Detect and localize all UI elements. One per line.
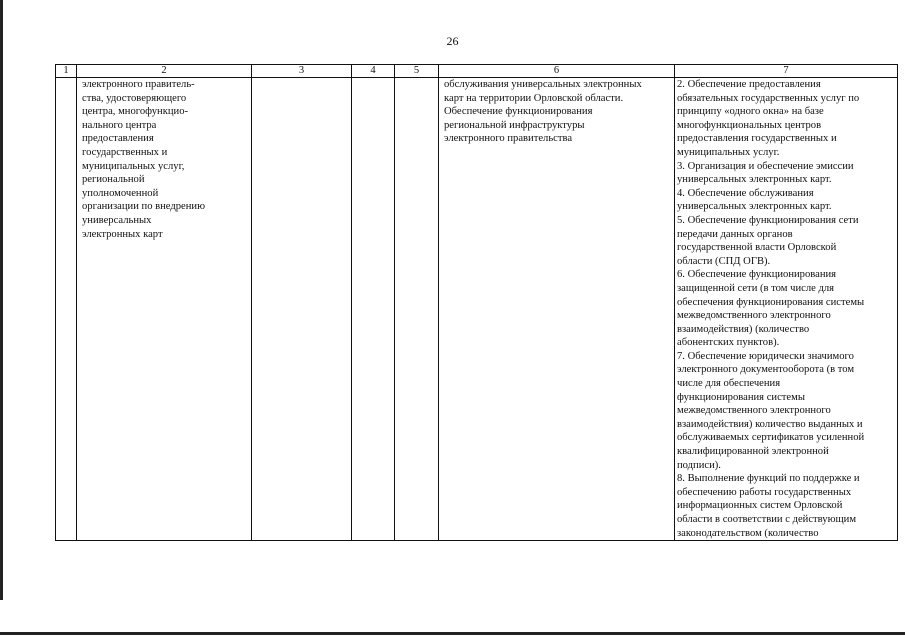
cell-text-line: региональной: [82, 174, 145, 186]
table-row: [56, 78, 898, 541]
cell-text-line: центра, многофункцио-: [82, 106, 189, 118]
cell-text-line: принципу «одного окна» на базе: [677, 106, 824, 118]
cell-text-line: электронных карт: [82, 228, 163, 240]
cell-text-line: взаимодействия) (количество: [677, 323, 810, 335]
cell-text-line: электронного документооборота (в том: [677, 364, 855, 376]
table-cell-col3: [252, 78, 352, 541]
cell-text-line: передачи данных органов: [677, 228, 793, 240]
cell-text-line: обслуживаемых сертификатов усиленной: [677, 432, 865, 444]
cell-text-line: ства, удостоверяющего: [82, 92, 187, 104]
cell-text-line: 8. Выполнение функций по поддержке и: [677, 473, 860, 485]
cell-text-line: предоставления: [82, 133, 154, 145]
column-header-6: 6: [439, 65, 675, 78]
table-cell-col5: [395, 78, 439, 541]
cell-text-line: 3. Организация и обеспечение эмиссии: [677, 160, 854, 172]
cell-text-line: абонентских пунктов).: [677, 337, 780, 349]
cell-text-line: 5. Обеспечение функционирования сети: [677, 214, 859, 226]
cell-text-line: межведомственного электронного: [677, 405, 831, 417]
cell-text-line: государственной власти Орловской: [677, 242, 837, 254]
cell-text-line: области (СПД ОГВ).: [677, 255, 771, 267]
cell-text-line: муниципальных услуг.: [677, 146, 780, 158]
cell-text-line: универсальных электронных карт.: [677, 201, 832, 213]
table-header-row: [56, 65, 898, 78]
cell-text-line: электронного правитель-: [82, 79, 195, 90]
cell-text-line: 7. Обеспечение юридически значимого: [677, 350, 854, 362]
page-bottom-edge: [0, 632, 905, 635]
cell-text-line: обеспечению работы государственных: [677, 486, 852, 498]
column-header-2: 2: [77, 65, 252, 78]
cell-text-line: организации по внедрению: [82, 201, 206, 213]
column-header-4: 4: [352, 65, 395, 78]
cell-text-line: уполномоченной: [82, 187, 159, 199]
cell-text-line: законодательством (количество: [677, 527, 819, 539]
cell-text-line: числе для обеспечения: [677, 378, 781, 390]
cell-text-line: обеспечения функционирования системы: [677, 296, 865, 308]
cell-text-line: квалифицированной электронной: [677, 446, 829, 458]
table-cell-col2: [77, 78, 252, 541]
cell-text-line: муниципальных услуг,: [82, 160, 185, 172]
cell-text-line: межведомственного электронного: [677, 310, 831, 322]
cell-text-line: государственных и: [82, 146, 168, 158]
document-table: [55, 64, 898, 541]
cell-text-line: функционирования системы: [677, 391, 805, 403]
column-header-7: 7: [675, 65, 898, 78]
cell-text-line: электронного правительства: [444, 133, 573, 145]
cell-text-line: 2. Обеспечение предоставления: [677, 79, 821, 90]
cell-text-line: подписи).: [677, 459, 721, 471]
column-header-5: 5: [395, 65, 439, 78]
column-header-1: 1: [56, 65, 77, 78]
page-number: 26: [446, 34, 459, 48]
cell-text-line: информационных систем Орловской: [677, 500, 843, 512]
table-cell-col6: [439, 78, 675, 541]
cell-text-line: региональной инфраструктуры: [444, 119, 585, 131]
cell-text-line: предоставления государственных и: [677, 133, 837, 145]
column-header-3: 3: [252, 65, 352, 78]
cell-text-line: карт на территории Орловской области.: [444, 92, 624, 104]
page-left-edge: [0, 0, 3, 600]
cell-text-line: обслуживания универсальных электронных: [444, 79, 642, 90]
table-cell-col4: [352, 78, 395, 541]
cell-text-line: 6. Обеспечение функционирования: [677, 269, 837, 281]
cell-text-line: защищенной сети (в том числе для: [677, 282, 835, 294]
cell-text-line: обязательных государственных услуг по: [677, 92, 860, 104]
cell-text-line: универсальных электронных карт.: [677, 174, 832, 186]
cell-text-line: нального центра: [82, 119, 157, 131]
cell-text-line: области в соответствии с действующим: [677, 514, 857, 525]
cell-text-line: 4. Обеспечение обслуживания: [677, 187, 814, 199]
cell-text-line: универсальных: [82, 214, 152, 226]
cell-text-line: Обеспечение функционирования: [444, 106, 593, 118]
table-cell-col1: [56, 78, 77, 541]
cell-text-line: взаимодействия) количество выданных и: [677, 418, 863, 430]
cell-text-line: многофункциональных центров: [677, 119, 822, 131]
table-cell-col7: [675, 78, 898, 541]
